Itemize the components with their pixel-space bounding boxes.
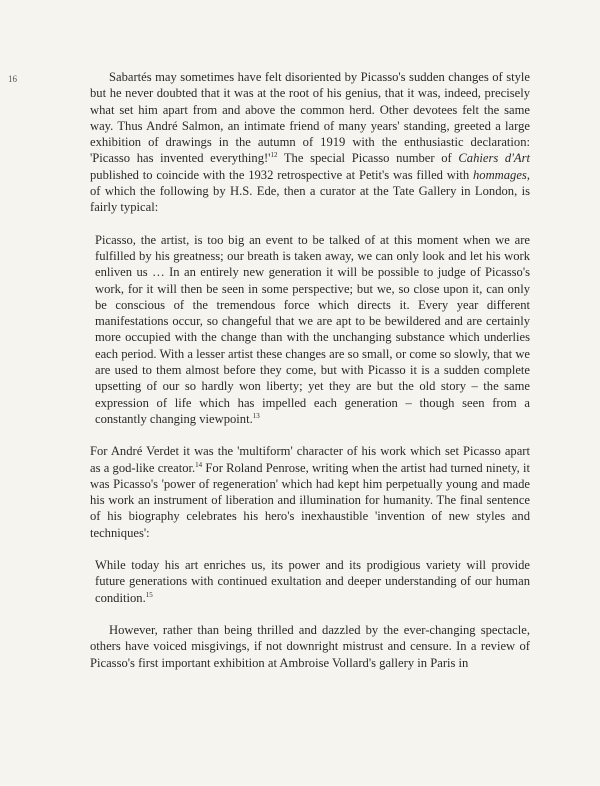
paragraph-2-text-a: For André Verdet it was the 'multiform' character of his work which set Picasso apart as a god-like creator.: [90, 444, 530, 475]
footnote-ref-15: 15: [145, 590, 153, 599]
paragraph-1-text-b: The special Picasso number of: [277, 151, 459, 166]
body-text: [90, 69, 530, 671]
block-quote-2: [95, 557, 530, 606]
italic-hommages: hommages: [472, 167, 527, 182]
footnote-ref-13: 13: [252, 411, 260, 420]
paragraph-1: [90, 69, 530, 216]
paragraph-3-text: However, rather than being thrilled and dazzled by the ever-changing spectacle, others have voiced misgivings, if not downright mistrust and censure. In a review of Picasso's first important exhibition at Ambroise Vollard's gallery in Paris in: [90, 622, 530, 670]
journal-title: Cahiers d'Art: [458, 151, 530, 166]
block-quote-2-text: While today his art enriches us, its power and its prodigious variety will provide future generations with continued exultation and deeper understanding of our human condition.: [95, 558, 530, 605]
footnote-ref-14: 14: [195, 460, 203, 469]
paragraph-1-text-a: Sabartés may sometimes have felt disoriented by Picasso's sudden changes of style but he never doubted that it was at the root of his genius, that it was, indeed, precisely what set him apart from and above the common herd. Other devotees felt the same way. Thus André Salmon, an intimate friend of many years' standing, greeted a large exhibition of drawings in the autumn of 1919 with the enthusiastic declaration: 'Picasso has invented everything!': [90, 70, 530, 166]
paragraph-1-text-c: published to coincide with the 1932 retrospective at Petit's was filled with: [90, 167, 473, 182]
paragraph-3: [90, 622, 530, 671]
paragraph-2-text-b: For Roland Penrose, writing when the artist had turned ninety, it was Picasso's 'power of regeneration' which had kept him perpetually young and made his work an instrument of liberation and illumination for humanity. The final sentence of his biography celebrates his hero's inexhaustible 'invention of new styles and techniques':: [90, 460, 530, 540]
paragraph-2: [90, 443, 530, 541]
block-quote-1-text: Picasso, the artist, is too big an event to be talked of at this moment when we are fulfilled by his greatness; our breath is taken away, we can only look and let his work enliven us … In an entirely new generation it will be possible to judge of Picasso's work, for it will then be seen in some perspective; but we, so close upon it, can only be conscious of the tremendous force which directs it. Every year different manifestations occur, so changeful that we are apt to be bewildered and are certainly more occupied with the change than with the unchanging substance which underlies each period. With a lesser artist these changes are so small, or come so slowly, that we are used to them almost before they come, but with Picasso it is a sudden complete upsetting of our so hardly won liberty; yet they are but the old story – the same expression of life which has impelled each generation – though seen from a constantly changing viewpoint.: [95, 232, 530, 426]
footnote-ref-12: 12: [270, 151, 278, 160]
block-quote-1: [95, 232, 530, 428]
page-number: 16: [8, 74, 17, 84]
paragraph-1-text-d: , of which the following by H.S. Ede, then a curator at the Tate Gallery in London, is fairly typical:: [90, 167, 530, 215]
